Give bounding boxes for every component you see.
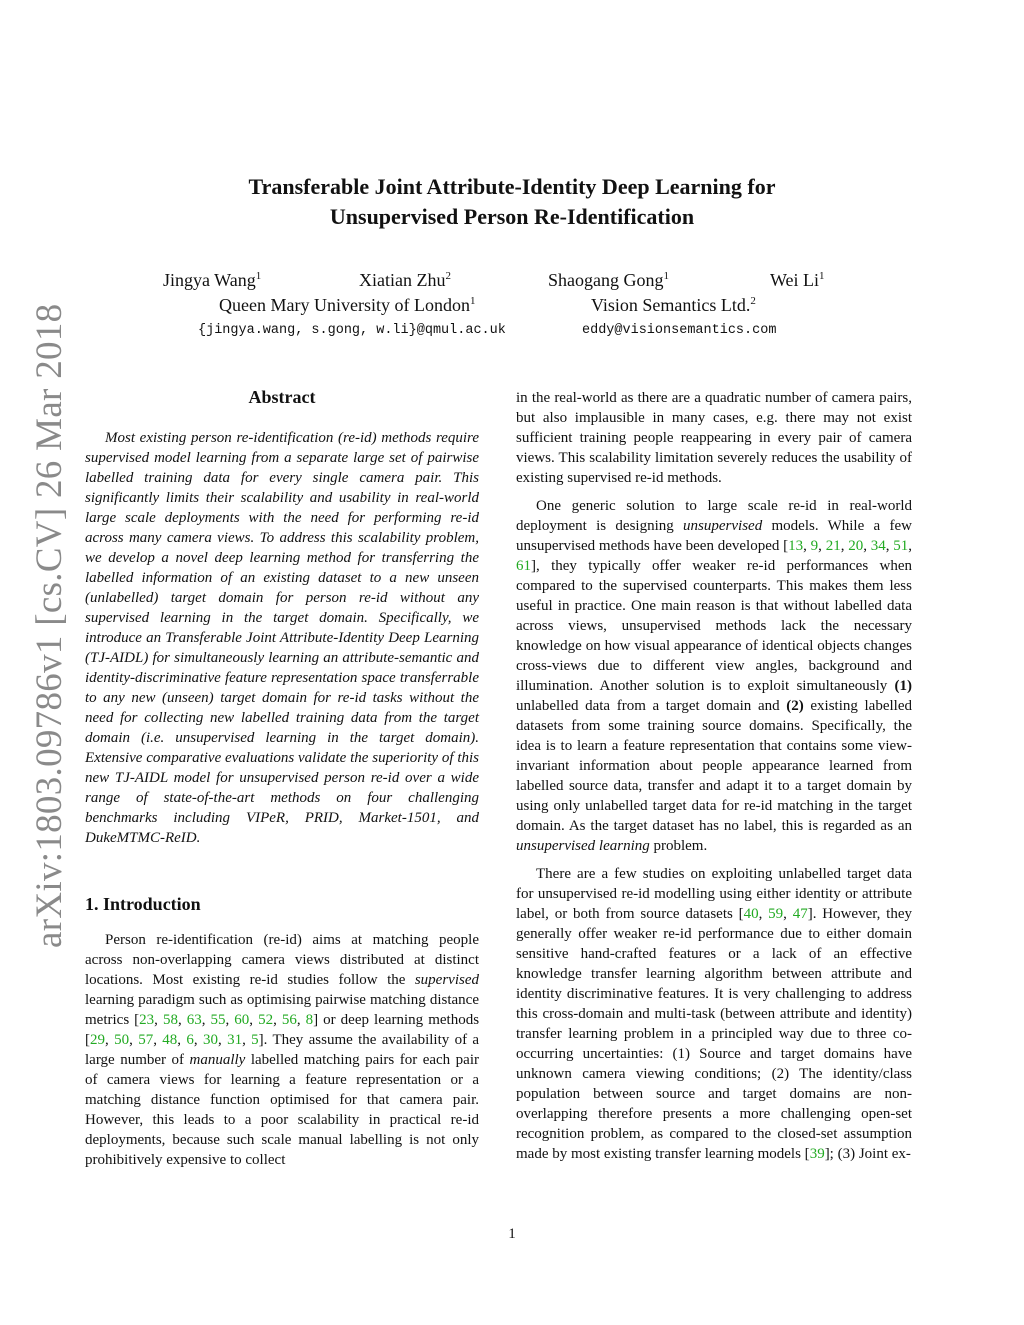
citation-link[interactable]: 48 xyxy=(162,1032,178,1048)
citation-link[interactable]: 47 xyxy=(792,906,808,922)
citation-link[interactable]: 55 xyxy=(210,1012,226,1028)
author-4: Wei Li$^1$ xyxy=(770,270,825,290)
intro-paragraph-continued: in the real-world as there are a quadratic number of camera pairs, but also implausible in many cases, e.g. there may not exist sufficient training people reappearing in every pair of camera views. This scalability limitation severely reduces the usability of existing supervised re-id methods. xyxy=(516,390,912,486)
email-qmul[interactable]: {jingya.wang, s.gong, w.li}@qmul.ac.uk xyxy=(198,323,506,338)
citation-link[interactable]: 63 xyxy=(186,1012,202,1028)
citation-link[interactable]: 13 xyxy=(788,538,804,554)
author-3: Shaogang Gong$^1$ xyxy=(548,270,669,290)
citation-link[interactable]: 39 xyxy=(809,1146,825,1162)
citation-link[interactable]: 58 xyxy=(162,1012,178,1028)
title-line-1: Transferable Joint Attribute-Identity Deep Learning for xyxy=(248,174,776,199)
author-2: Xiatian Zhu$^2$ xyxy=(359,270,451,290)
abstract-heading: Abstract xyxy=(248,387,316,407)
affiliation-2: Vision Semantics Ltd.$^2$ xyxy=(591,295,756,315)
arxiv-identifier: arXiv:1803.09786v1 [cs.CV] 26 Mar 2018 xyxy=(29,303,70,948)
intro-paragraph-3: There are a few studies on exploiting unlabelled target data for unsupervised re-id modelling using either identity or attribute label, or both from source datasets [40, 59, 47]. However, they generally offer weaker re-id performance due to either domain sensitive hand-crafted features or a lack of an effective knowledge transfer learning algorithm between attribute and identity discriminative features. It is very challenging to address this cross-domain and multi-task (between attribute and identity) transfer learning problem in a principled way due to three co-occurring uncertainties: (1) Source and target domains have unknown camera viewing conditions; (2) The identity/class population between source and target domains are non-overlapping therefore presents a more challenging open-set recognition problem, as compared to the closed-set assumption made by most existing transfer learning models [39]; (3) Joint ex- xyxy=(516,866,912,1162)
intro-paragraph-1: Person re-identification (re-id) aims at matching people across non-overlapping camera views distributed at distinct locations. Most existing re-id studies follow the supervised learning paradigm such as optimising pairwise matching distance metrics [23, 58, 63, 55, 60, 52, 56, 8] or deep learning methods [29, 50, 57, 48, 6, 30, 31, 5]. They assume the availability of a large number of manually labelled matching pairs for each pair of camera views for learning a feature representation or a matching distance function optimised for that camera pair. However, this leads to a poor scalability in practical re-id deployments, because such scale manual labelling is not only prohibitively expensive to collect xyxy=(85,932,480,1168)
citation-link[interactable]: 29 xyxy=(90,1032,105,1048)
intro-paragraph-2: One generic solution to large scale re-id in real-world deployment is designing unsupervised models. While a few unsupervised methods have been developed [13, 9, 21, 20, 34, 51, 61], they typically offer weaker re-id performances when compared to the supervised counterparts. This makes them less useful in practice. One main reason is that without labelled data across views, unsupervised methods lack the necessary knowledge on how visual appearance of identical objects changes cross-views due to different view angles, background and illumination. Another solution is to exploit simultaneously (1) unlabelled data from a target domain and (2) existing labelled datasets from some training source domains. Specifically, the idea is to learn a feature representation that contains some view-invariant information about people appearance learned from labelled source data, transfer and adapt it to a target domain by using only unlabelled target data for re-id matching in the target domain. As the target dataset has no label, this is regarded as an unsupervised learning problem. xyxy=(516,498,913,854)
citation-link[interactable]: 60 xyxy=(234,1012,250,1028)
citation-link[interactable]: 20 xyxy=(848,538,864,554)
citation-link[interactable]: 50 xyxy=(114,1032,130,1048)
page-number: 1 xyxy=(508,1226,516,1242)
citation-link[interactable]: 40 xyxy=(743,906,759,922)
citation-link[interactable]: 31 xyxy=(227,1032,243,1048)
citation-link[interactable]: 30 xyxy=(202,1032,218,1048)
citation-link[interactable]: 61 xyxy=(516,558,531,574)
author-1: Jingya Wang$^1$ xyxy=(163,270,262,290)
email-visionsemantics[interactable]: eddy@visionsemantics.com xyxy=(582,323,777,338)
affiliation-1: Queen Mary University of London$^1$ xyxy=(219,295,476,315)
citation-link[interactable]: 52 xyxy=(258,1012,274,1028)
citation-link[interactable]: 23 xyxy=(139,1012,155,1028)
citation-link[interactable]: 8 xyxy=(305,1012,314,1028)
paper-title xyxy=(112,172,912,232)
abstract-text: Most existing person re-identification (re-id) methods require supervised model learning from a separate large set of pairwise labelled training data for every single camera pair. This significantly limits their scalability and usability in real-world large scale deployments with the need for performing re-id across many camera views. To address this scalability problem, we develop a novel deep learning method for transferring the labelled information of an existing dataset to a new unseen (unlabelled) target domain for person re-id without any supervised learning in the target domain. Specifically, we introduce an Transferable Joint Attribute-Identity Deep Learning (TJ-AIDL) for simultaneously learning an attribute-semantic and identity-discriminative feature representation space transferrable to any new (unseen) target domain for re-id tasks without the need for collecting new labelled training data from the target domain (i.e. unsupervised learning in the target domain). Extensive comparative evaluations validate the superiority of this new TJ-AIDL model for unsupervised person re-id over a wide range of state-of-the-art methods on four challenging benchmarks including VIPeR, PRID, Market-1501, and DukeMTMC-ReID. xyxy=(85,430,479,846)
citation-link[interactable]: 34 xyxy=(870,538,886,554)
left-column xyxy=(85,384,479,1170)
section-heading-introduction: 1. Introduction xyxy=(85,894,201,914)
right-column xyxy=(516,388,912,1164)
citation-link[interactable]: 9 xyxy=(810,538,819,554)
citation-link[interactable]: 5 xyxy=(251,1032,259,1048)
citation-link[interactable]: 59 xyxy=(768,906,784,922)
citation-link[interactable]: 57 xyxy=(138,1032,154,1048)
title-line-2: Unsupervised Person Re-Identification xyxy=(329,204,695,229)
citation-link[interactable]: 6 xyxy=(186,1032,194,1048)
citation-link[interactable]: 51 xyxy=(893,538,909,554)
citation-link[interactable]: 56 xyxy=(281,1012,297,1028)
citation-link[interactable]: 21 xyxy=(825,538,841,554)
